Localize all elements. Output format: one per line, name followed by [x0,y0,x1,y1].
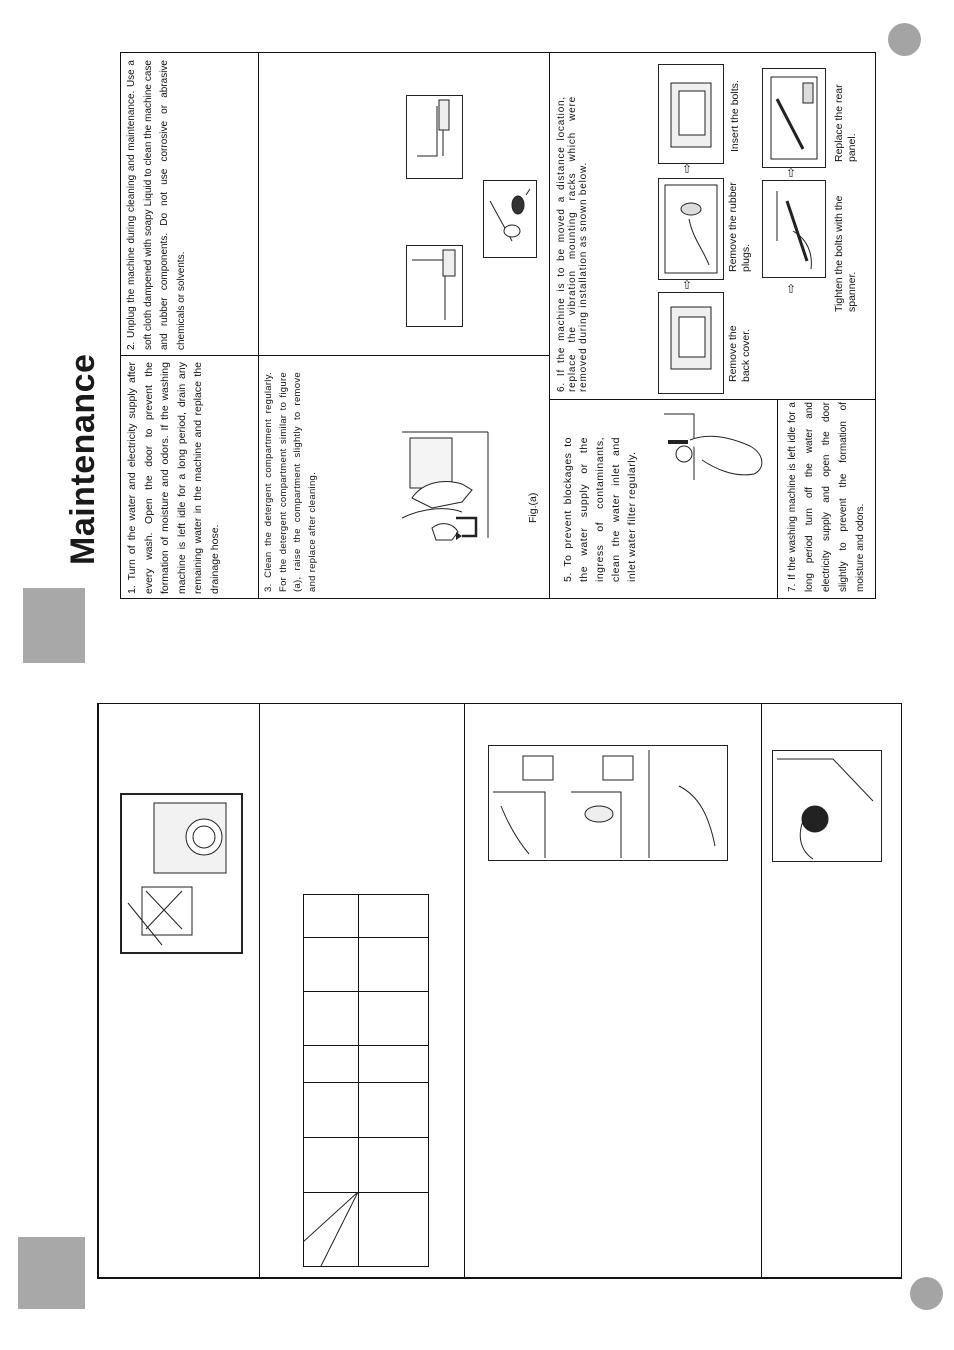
step-replace-rear-panel-figure [762,68,826,168]
fig-a-label: Fig.(a) [527,492,539,523]
side-tab-upper [23,588,85,663]
item-6-text: 6. If the machine is to be moved a distance location, replace the vibration mounting racks which were removed during installation as snown below. [556,96,589,392]
caption-remove-back-cover: Remove the back cover. [727,325,752,382]
case-cleaning-figure-2 [406,245,463,327]
detergent-compartment-illustration [392,428,496,550]
item-2-text: 2. Unplug the machine during cleaning and maintenance. Use a soft cloth dampened with soapy Liquid to clean the machine case and rubber components. Do not use corrosive or abrasive chemicals or solvents. [126,60,187,350]
caption-insert-bolts: Insert the bolts. [729,80,741,152]
item-7-text: 7. If the washing machine is left idle for a long period turn off the water and electricity supply and open the door slightly to prevent the formation of moisture and odors. [787,402,866,592]
arrow-down-icon: ⇧ [786,166,797,180]
step-remove-back-cover-figure [658,292,724,394]
corner-dot-top [888,23,921,56]
side-tab-lower [18,1237,85,1309]
filter-cleaning-illustration [488,745,728,861]
caption-tighten-bolts: Tighten the bolts with the spanner. [833,195,858,312]
case-cleaning-figure-1 [406,95,463,179]
table-diagonal [303,1192,359,1267]
arrow-left-icon: ⇧ [786,282,797,296]
step-tighten-bolts-figure [762,180,826,278]
item-3-text: 3. Clean the detergent compartment regularly. For the detergent compartment similar to figure (a), raise the compartment slightly to remove and replace after cleaning. [263,372,318,592]
item-5-text: 5. To prevent blockages to the water supply or the ingress of contaminants, clean the water inlet and inlet water filter regularly. [562,437,638,582]
caption-remove-rubber-plugs: Remove the rubber plugs. [727,182,752,272]
page-title: Maintenance [64,353,102,565]
inlet-filter-illustration [654,410,770,484]
arrow-up-icon: ⇧ [682,278,693,292]
item-1-text: 1. Turn of the water and electricity supply after every wash. Open the door to prevent the formation of moisture and odors. If the washing machine is left idle for a long period, drain any remaining water in the machine and replace the drainage hose. [126,362,221,594]
step-insert-bolts-figure [658,64,724,164]
packaging-machine-illustration [120,793,243,954]
rubber-cleaning-figure [483,180,537,258]
drain-knob-illustration [772,750,882,862]
step-remove-rubber-plugs-figure [658,178,724,280]
corner-dot-bottom [910,1277,943,1310]
arrow-up-icon: ⇧ [682,162,693,176]
caption-replace-rear-panel: Replace the rear panel. [833,84,858,162]
